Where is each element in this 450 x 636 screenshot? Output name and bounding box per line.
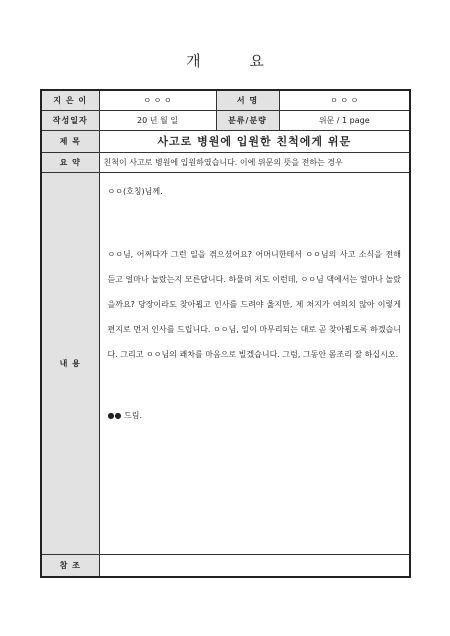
content-body <box>99 172 410 554</box>
category-label: 분류/분량 <box>216 110 279 130</box>
letter-greeting: ㅇㅇ(호칭)님께. <box>107 186 163 196</box>
letter-body: ㅇㅇ님, 어쩌다가 그런 일을 겪으셨어요? 어머니한테서 ㅇㅇ님의 사고 소식을 전해 듣고 얼마나 놀랐는지 모른답니다. 하물며 저도 이런데, ㅇㅇ님 댁에서는 얼마나 놀랐을까요? 당장이라도 찾아뵙고 인사를 드려야 옳지만, 제 처지가 여의치 않아 이렇게 편지로 먼저 인사를 드립니다. ㅇㅇ님, 일이 마무리되는 대로 곧 찾아뵙도록 하겠습니다. 그리고 ㅇㅇ님의 쾌차를 마음으로 빌겠습니다. 그럼, 그동안 몸조리 잘 하십시오. <box>107 249 401 359</box>
letter-closing: ●● 드림. <box>107 410 143 420</box>
summary-label: 요 약 <box>41 152 99 172</box>
summary-value: 친척이 사고로 병원에 입원하였습니다. 이에 위문의 뜻을 전하는 경우 <box>99 152 410 172</box>
content-label: 내 용 <box>41 172 99 554</box>
date-value: 20 년 월 일 <box>99 110 216 130</box>
subject-label: 제 목 <box>41 130 99 152</box>
reference-label: 참 조 <box>41 555 99 577</box>
subject-value: 사고로 병원에 입원한 친척에게 위문 <box>99 130 410 152</box>
author-label: 지 은 이 <box>41 90 99 110</box>
author-value: ㅇ ㅇ ㅇ <box>99 90 216 110</box>
overview-form <box>40 89 411 578</box>
category-value: 위문 / 1 page <box>279 110 410 130</box>
signature-value: ㅇ ㅇ ㅇ <box>279 90 410 110</box>
date-label: 작성일자 <box>41 110 99 130</box>
reference-value <box>99 555 410 577</box>
page-title: 개 요 <box>186 52 286 70</box>
signature-label: 서 명 <box>216 90 279 110</box>
